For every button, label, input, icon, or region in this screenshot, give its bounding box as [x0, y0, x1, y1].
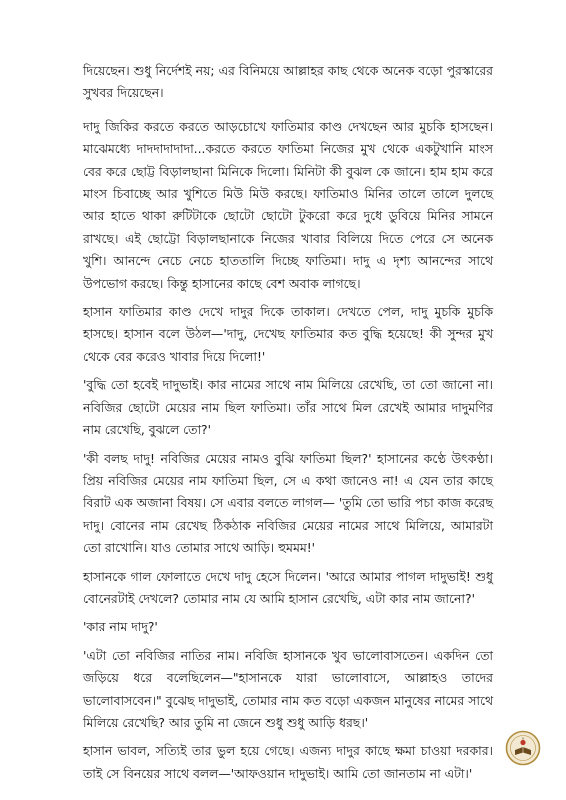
paragraph-4: 'বুদ্ধি তো হবেই দাদুভাই। কার নামের সাথে নাম মিলিয়ে রেখেছি, তা তো জানো না। নবিজির ছোটো মেয়ের নাম ছিল ফাতিমা। তাঁর সাথে মিল রেখেই আমার দাদুমণির নাম রেখেছি, বুঝলে তো?' [83, 377, 493, 438]
paragraph-6: হাসানকে গাল ফোলাতে দেখে দাদু হেসে দিলেন। 'আরে আমার পাগল দাদুভাই! শুধু বোনেরটাই দেখলে? তোমার নাম যে আমি হাসান রেখেছি, এটা কার নাম জানো?' [83, 568, 493, 606]
paragraph-1: দিয়েছেন। শুধু নির্দেশই নয়; এর বিনিময়ে আল্লাহর কাছ থেকে অনেক বড়ো পুরস্কারের সুখবর দিয়েছেন। [83, 63, 493, 101]
paragraph-2: দাদু জিকির করতে করতে আড়চোখে ফাতিমার কাণ্ড দেখছেন আর মুচকি হাসছেন। মাঝেমধ্যে দাদদাদাদাদা...করতে করতে ফাতিমা নিজের মুখ থেকে একটুখানি মাংস বের করে ছোট্ট বিড়ালছানা মিনিকে দিলো। মিনিটা কী বুঝল কে জানে। হাম হাম করে মাংস চিবাচ্ছে আর খুশিতে মিউ মিউ করছে। ফাতিমাও মিনির তালে তালে দুলছে আর হাতে থাকা রুটিটাকে ছোটো ছোটো টুকরো করে দুধে ডুবিয়ে মিনির সামনে রাখছে। এই ছোট্টো বিড়ালছানাকে নিজের খাবার বিলিয়ে দিতে পেরে সে অনেক খুশি। আনন্দে নেচে নেচে হাততালি দিচ্ছে ফাতিমা। দাদু এ দৃশ্য আনন্দের সাথে উপভোগ করছে। কিন্তু হাসানের কাছে বেশ অবাক লাগছে। [83, 118, 493, 291]
paragraph-8: 'এটা তো নবিজির নাতির নাম। নবিজি হাসানকে খুব ভালোবাসতেন। একদিন তো জড়িয়ে ধরে বলেছিলেন—"হাসানকে যারা ভালোবাসে, আল্লাহও তাদের ভালোবাসবেন।" বুঝেছ দাদুভাই, তোমার নাম কত বড়ো একজন মানুষের নামের সাথে মিলিয়ে রেখেছি? আর তুমি না জেনে শুধু শুধু আড়ি ধরছ।' [83, 647, 493, 730]
publisher-logo-icon [505, 730, 541, 766]
paragraph-9: হাসান ভাবল, সত্যিই তার ভুল হয়ে গেছে। এজন্য দাদুর কাছে ক্ষমা চাওয়া দরকার। তাই সে বিনয়ের সাথে বলল—'আফওয়ান দাদুভাই। আমি তো জানতাম না এটা।' [83, 743, 493, 781]
story-text [83, 60, 493, 791]
paragraph-3: হাসান ফাতিমার কাণ্ড দেখে দাদুর দিকে তাকাল। দেখতে পেল, দাদু মুচকি মুচকি হাসছে। হাসান বলে উঠল—'দাদু, দেখেছ ফাতিমার কত বুদ্ধি হয়েছে! কী সুন্দর মুখ থেকে বের করেও খাবার দিয়ে দিলো!' [83, 304, 493, 364]
paragraph-5: 'কী বলছ দাদু! নবিজির মেয়ের নামও বুঝি ফাতিমা ছিল?' হাসানের কণ্ঠে উৎকণ্ঠা। প্রিয় নবিজির মেয়ের নাম ফাতিমা ছিল, সে এ কথা জানেও না! এ যেন তার কাছে বিরাট এক অজানা বিষয়। সে এবার বলতে লাগল— 'তুমি তো ভারি পচা কাজ করেছ দাদু। বোনের নাম রেখেছ ঠিকঠাক নবিজির মেয়ের নামের সাথে মিলিয়ে, আমারটা তো রাখোনি। যাও তোমার সাথে আড়ি। হুমমম!' [83, 450, 493, 556]
paragraph-7: 'কার নাম দাদু?' [83, 619, 158, 635]
